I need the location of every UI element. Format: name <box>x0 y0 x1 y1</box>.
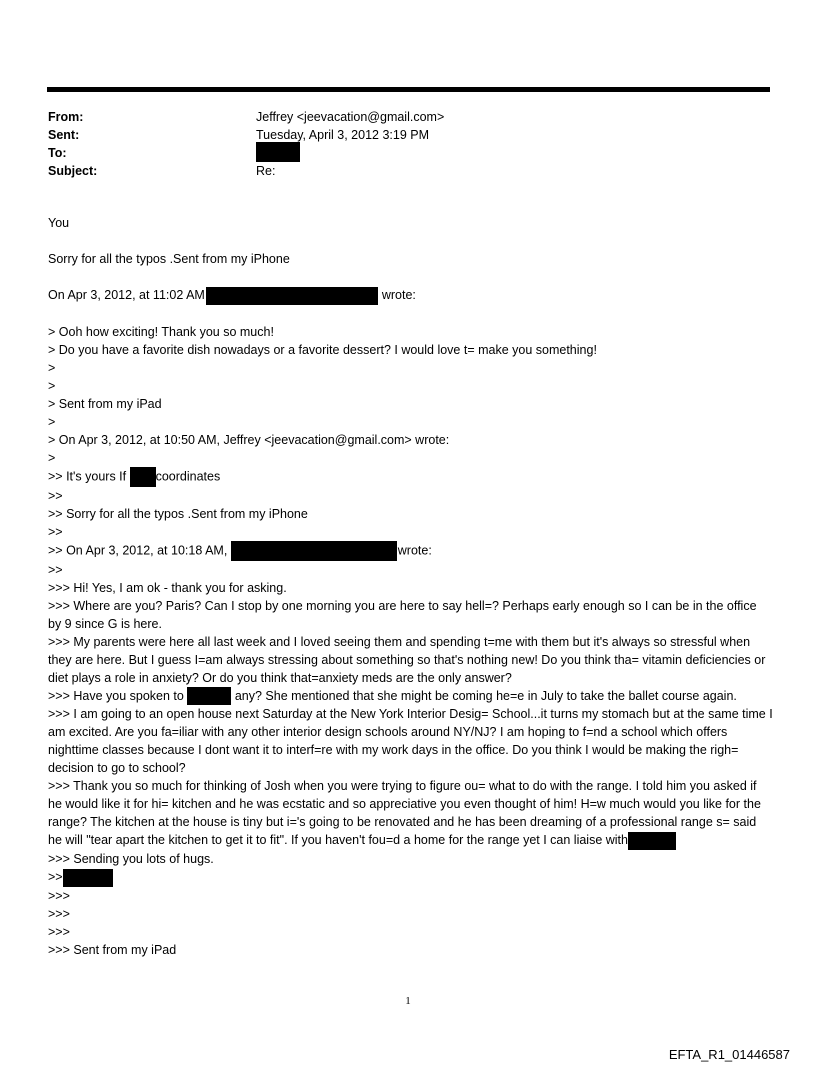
body-line: >> <box>48 562 63 577</box>
body-line: You <box>48 216 70 230</box>
body-line: > Do you have a favorite dish nowadays or a favorite dessert? I would love t= make you something! <box>48 342 597 357</box>
body-line: > <box>48 450 56 465</box>
sent-value: Tuesday, April 3, 2012 3:19 PM <box>256 128 430 142</box>
body-line: >> Sorry for all the typos .Sent from my iPhone <box>48 506 308 521</box>
header-rule <box>47 87 770 92</box>
subject-value: Re: <box>256 164 276 178</box>
body-line: > <box>48 414 56 429</box>
to-label: To: <box>48 146 67 160</box>
body-line: >> It's yours If coordinates <box>48 467 773 487</box>
body-line: >> <box>48 488 63 503</box>
body-line: >>> Hi! Yes, I am ok - thank you for asking. <box>48 580 287 595</box>
body-line: > On Apr 3, 2012, at 10:50 AM, Jeffrey <jeevacation@gmail.com> wrote: <box>48 432 450 447</box>
from-label: From: <box>48 110 84 124</box>
body-paragraph: >>> Where are you? Paris? Can I stop by one morning you are here to say hell=? Perhaps early enough so I can be in the office by 9 since G is here. <box>48 598 757 631</box>
body-line: > <box>48 360 56 375</box>
body-paragraph: >>> Have you spoken to any? She mentioned that she might be coming he=e in July to take the ballet course again. <box>48 687 773 706</box>
subject-label: Subject: <box>48 164 98 178</box>
redaction <box>130 467 156 487</box>
email-body <box>48 214 773 959</box>
body-line: >> On Apr 3, 2012, at 10:18 AM, wrote: <box>48 541 773 561</box>
body-paragraph: >>> My parents were here all last week and I loved seeing them and spending t=me with them but it's always so stressful when they are here. But I guess I=am always stressing about something so that's nothing new! Do you think tha= vitamin deficiencies or diet plays a role in anxiety? Or do you think that=anxiety meds are the only answer? <box>48 634 766 685</box>
redaction <box>63 869 113 887</box>
body-line: >>> <box>48 888 70 903</box>
body-line: On Apr 3, 2012, at 11:02 AM wrote: <box>48 286 773 305</box>
body-line: Sorry for all the typos .Sent from my iPhone <box>48 252 290 266</box>
body-line: >> <box>48 868 773 887</box>
redaction <box>628 832 676 850</box>
body-line: >>> <box>48 906 70 921</box>
to-redaction <box>256 142 300 162</box>
body-line: >>> Sent from my iPad <box>48 942 177 957</box>
body-line: > Ooh how exciting! Thank you so much! <box>48 324 274 339</box>
body-line: > Sent from my iPad <box>48 396 162 411</box>
sent-label: Sent: <box>48 128 80 142</box>
from-value: Jeffrey <jeevacation@gmail.com> <box>256 110 445 124</box>
redaction <box>231 541 397 561</box>
body-line: > <box>48 378 56 393</box>
body-line: >>> <box>48 924 70 939</box>
body-line: >> <box>48 524 63 539</box>
body-paragraph: >>> Thank you so much for thinking of Josh when you were trying to figure ou= what to do with the range. I told him you asked if he would like it for hi= kitchen and he was ecstatic and so appreciative you even thought of him! H=w much would you like for the range? The kitchen at the house is tiny but i='s going to be renovated and he has been dreaming of a professional range s= said he will "tear apart the kitchen to get it to fit". If you haven't fou=d a home for the range yet I can liaise with <box>48 777 773 850</box>
redaction <box>206 287 378 305</box>
body-line: >>> Sending you lots of hugs. <box>48 852 214 867</box>
body-paragraph: >>> I am going to an open house next Saturday at the New York Interior Desig= School...it turns my stomach but at the same time I am excited. Are you fa=iliar with any other interior design schools around NY/NJ? I am hoping to f=nd a school which offers nighttime classes because I dont want it to interf=re with my work days in the office. Do you think I would be making the righ= decision to go to school? <box>48 707 773 776</box>
redaction <box>187 687 231 705</box>
page-number: 1 <box>405 995 411 1007</box>
bates-number: EFTA_R1_01446587 <box>668 1047 790 1062</box>
